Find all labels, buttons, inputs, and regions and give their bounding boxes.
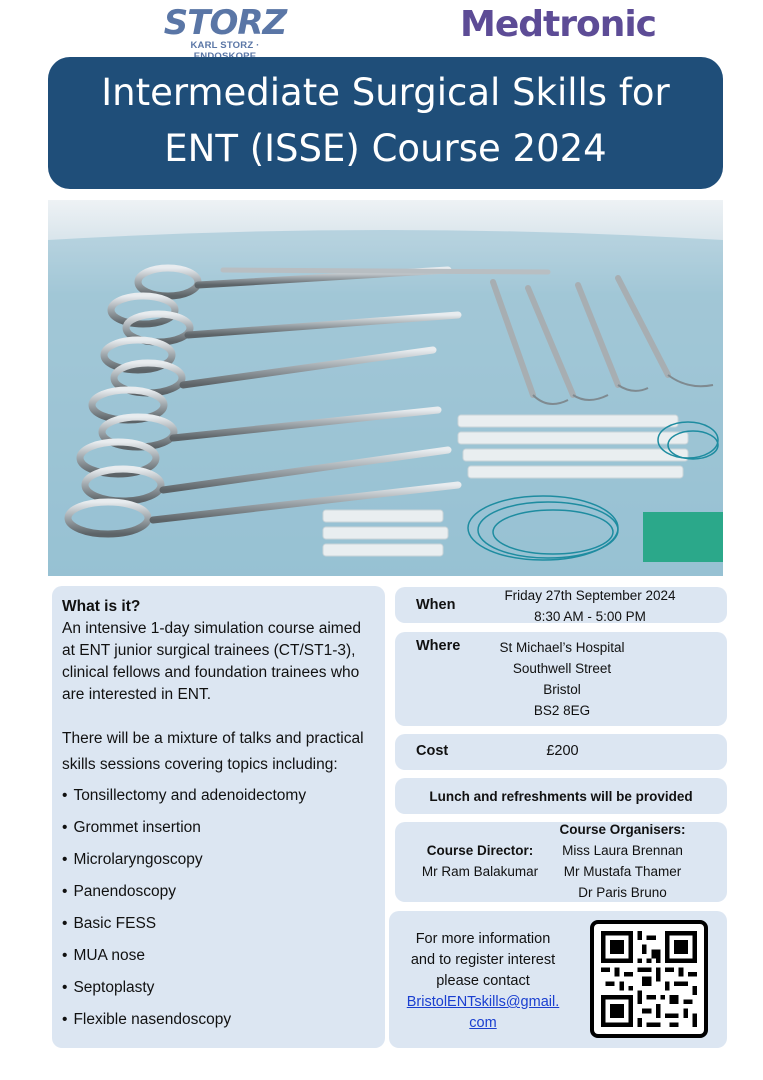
cost-value: £200	[546, 743, 579, 759]
director-label: Course Director:	[426, 843, 534, 858]
where-label: Where	[416, 638, 461, 654]
where-line-1: St Michael’s Hospital	[499, 640, 625, 655]
karl-storz-logo	[160, 3, 290, 52]
list-item: • MUA nose	[62, 940, 373, 972]
lunch-panel	[395, 778, 727, 814]
director-name: Mr Ram Balakumar	[421, 864, 539, 879]
list-item: • Tonsillectomy and adenoidectomy	[62, 780, 373, 812]
when-date: Friday 27th September 2024	[504, 588, 676, 603]
course-description-panel	[52, 586, 385, 1048]
contact-line-3: please contact	[436, 973, 530, 989]
topics-list	[62, 780, 373, 1036]
when-label: When	[416, 597, 456, 613]
title-banner	[48, 57, 723, 189]
qr-code[interactable]	[590, 920, 708, 1038]
where-line-2: Southwell Street	[512, 661, 612, 676]
staff-panel	[395, 822, 727, 902]
email-link-line-2[interactable]	[395, 1013, 571, 1034]
email-link-continued[interactable]: com	[469, 1015, 497, 1031]
title-line-2: ENT (ISSE) Course 2024	[164, 127, 607, 170]
list-item: • Grommet insertion	[62, 812, 373, 844]
qr-code-icon	[601, 931, 697, 1027]
where-line-4: BS2 8EG	[533, 703, 591, 718]
when-panel	[395, 587, 727, 623]
organiser-2: Mr Mustafa Thamer	[563, 864, 682, 879]
what-is-it-heading: What is it?	[62, 598, 141, 615]
course-intro-text: An intensive 1-day simulation course aimed at ENT junior surgical trainees (CT/ST1-3), clinical fellows and foundation trainees who are interested in ENT.	[62, 620, 361, 703]
list-item: • Microlaryngoscopy	[62, 844, 373, 876]
storz-wordmark: STORZ	[163, 3, 287, 43]
organiser-3: Dr Paris Bruno	[578, 885, 667, 900]
cost-label: Cost	[416, 743, 449, 759]
contact-line-1: For more information	[415, 931, 551, 947]
surgical-instruments-photo	[48, 200, 723, 576]
list-item: • Flexible nasendoscopy	[62, 1004, 373, 1036]
where-panel	[395, 632, 727, 726]
contact-line-2: and to register interest	[410, 952, 556, 968]
storz-subtitle: KARL STORZ ·	[190, 40, 260, 51]
title-line-1: Intermediate Surgical Skills for	[101, 71, 670, 114]
lunch-text: Lunch and refreshments will be provided	[429, 789, 693, 804]
cost-panel	[395, 734, 727, 770]
topics-intro-text: There will be a mixture of talks and practical skills sessions covering topics including:	[62, 730, 364, 773]
organiser-1: Miss Laura Brennan	[562, 843, 683, 858]
when-time: 8:30 AM - 5:00 PM	[534, 609, 646, 624]
list-item: • Basic FESS	[62, 908, 373, 940]
medtronic-logo: Medtronic	[460, 4, 657, 45]
email-link[interactable]: BristolENTskills@gmail.	[406, 994, 560, 1010]
where-line-3: Bristol	[543, 682, 581, 697]
list-item: • Septoplasty	[62, 972, 373, 1004]
email-link-line-1[interactable]	[395, 992, 571, 1013]
list-item: • Panendoscopy	[62, 876, 373, 908]
organisers-label: Course Organisers:	[559, 822, 686, 837]
